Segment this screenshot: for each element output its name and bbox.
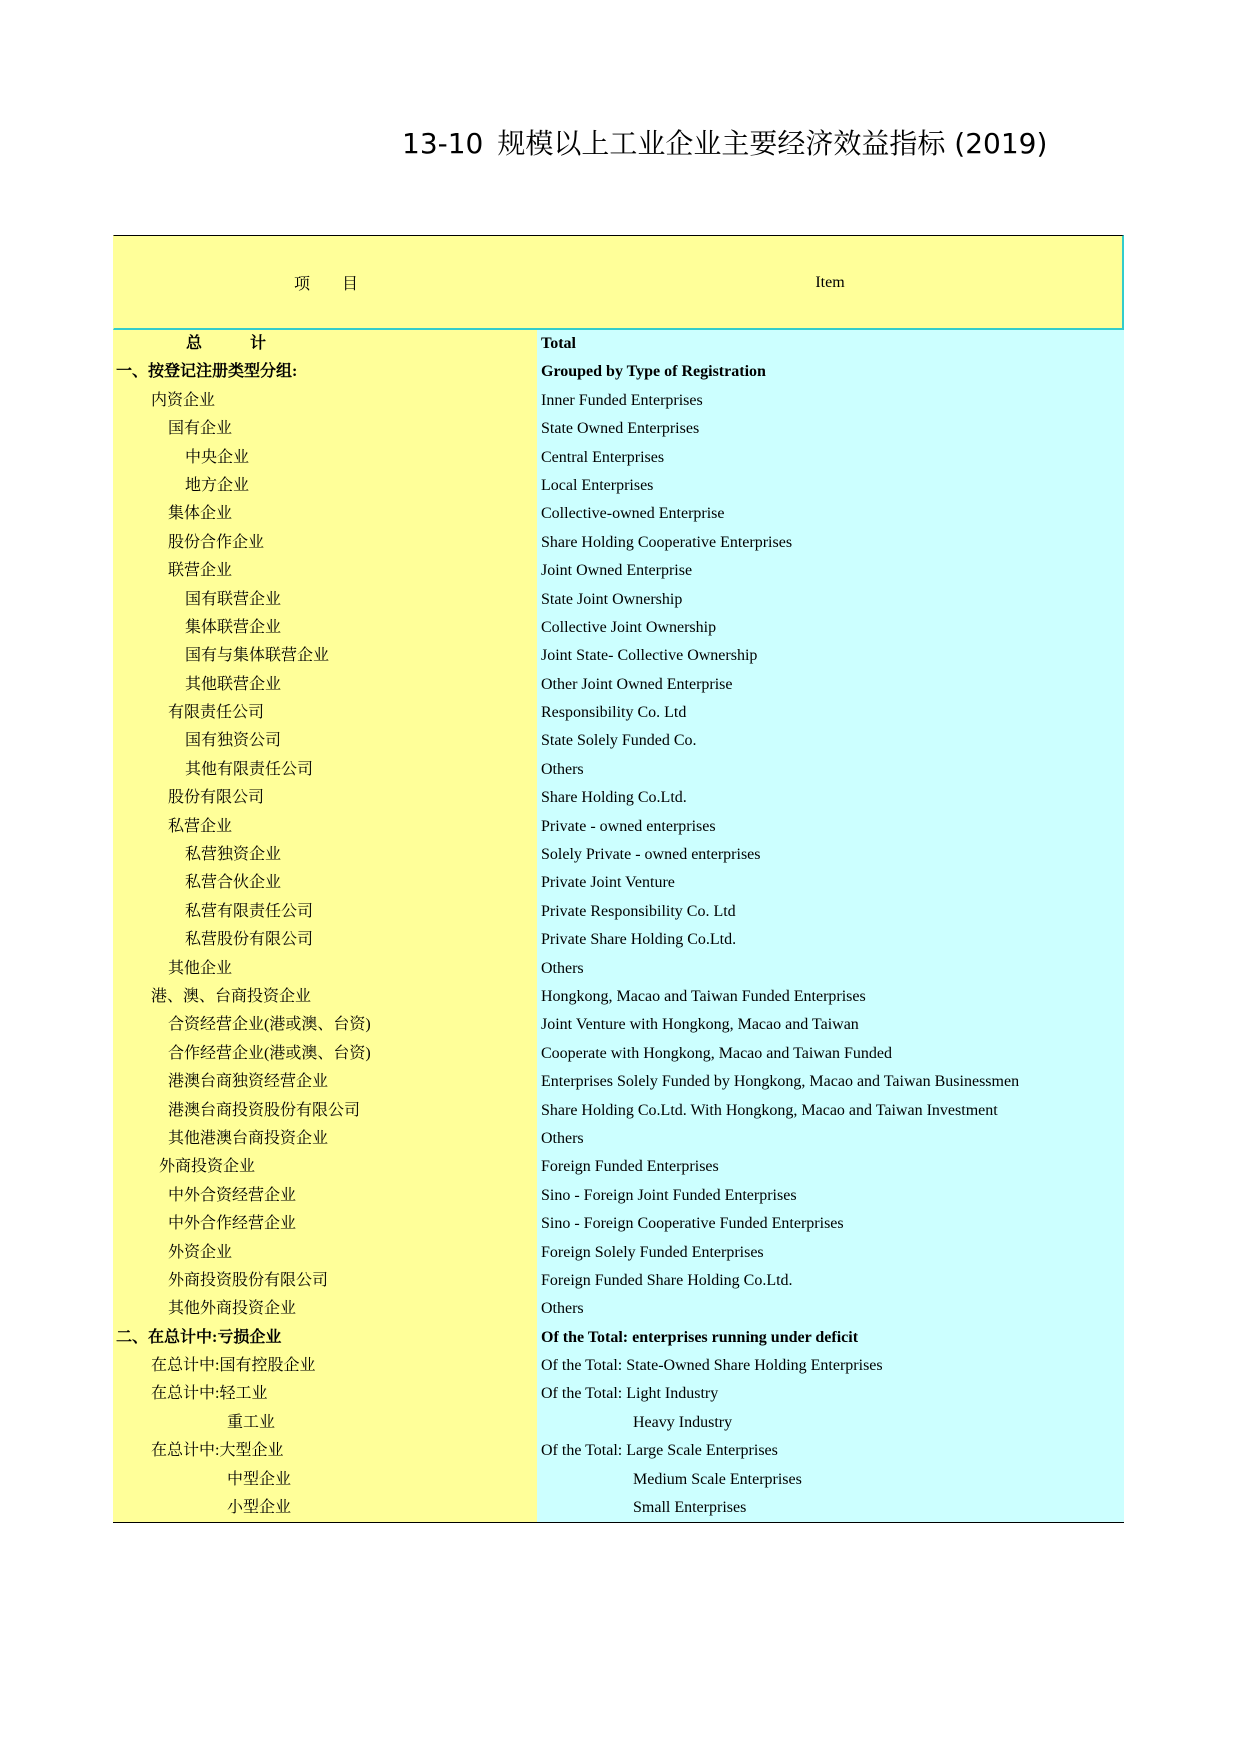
row-label-zh: 集体企业 xyxy=(113,500,537,528)
table-row xyxy=(113,1466,1124,1494)
table-title: 规模以上工业企业主要经济效益指标 (2019) xyxy=(497,127,1048,160)
row-label-en: Of the Total: State-Owned Share Holding Enterprises xyxy=(537,1352,1124,1380)
row-label-en: Share Holding Co.Ltd. With Hongkong, Macao and Taiwan Investment xyxy=(537,1097,1124,1125)
table-row xyxy=(113,983,1124,1011)
page-title xyxy=(402,122,1047,162)
row-label-en: Of the Total: Large Scale Enterprises xyxy=(537,1437,1124,1465)
table-row xyxy=(113,472,1124,500)
table-row xyxy=(113,1409,1124,1437)
row-label-en: Central Enterprises xyxy=(537,444,1124,472)
row-label-zh: 合资经营企业(港或澳、台资) xyxy=(113,1011,537,1039)
row-label-en: Small Enterprises xyxy=(537,1494,1124,1522)
row-label-en: Other Joint Owned Enterprise xyxy=(537,671,1124,699)
table-row xyxy=(113,671,1124,699)
row-label-en: Others xyxy=(537,1295,1124,1323)
row-label-en: Total xyxy=(537,330,1124,358)
row-label-zh: 其他企业 xyxy=(113,955,537,983)
row-label-zh: 私营合伙企业 xyxy=(113,869,537,897)
row-label-en: Share Holding Co.Ltd. xyxy=(537,784,1124,812)
row-label-zh: 其他联营企业 xyxy=(113,671,537,699)
table-row xyxy=(113,642,1124,670)
row-label-en: Collective Joint Ownership xyxy=(537,614,1124,642)
row-label-zh: 港澳台商投资股份有限公司 xyxy=(113,1097,537,1125)
row-label-zh: 合作经营企业(港或澳、台资) xyxy=(113,1040,537,1068)
row-label-en: Of the Total: Light Industry xyxy=(537,1380,1124,1408)
table-row xyxy=(113,1068,1124,1096)
row-label-en: Inner Funded Enterprises xyxy=(537,387,1124,415)
row-label-zh: 国有与集体联营企业 xyxy=(113,642,537,670)
table-row xyxy=(113,1125,1124,1153)
table-row xyxy=(113,727,1124,755)
row-label-en: Joint Owned Enterprise xyxy=(537,557,1124,585)
table-row xyxy=(113,529,1124,557)
table-row xyxy=(113,1494,1124,1522)
row-label-en: Others xyxy=(537,955,1124,983)
row-label-en: Of the Total: enterprises running under deficit xyxy=(537,1324,1124,1352)
row-label-en: Enterprises Solely Funded by Hongkong, Macao and Taiwan Businessmen xyxy=(537,1068,1124,1096)
row-label-en: Sino - Foreign Cooperative Funded Enterprises xyxy=(537,1210,1124,1238)
table-row xyxy=(113,869,1124,897)
row-label-zh: 外资企业 xyxy=(113,1239,537,1267)
row-label-zh: 外商投资企业 xyxy=(113,1153,537,1181)
table-row xyxy=(113,756,1124,784)
row-label-zh: 其他外商投资企业 xyxy=(113,1295,537,1323)
row-label-en: Collective-owned Enterprise xyxy=(537,500,1124,528)
row-label-en: Sino - Foreign Joint Funded Enterprises xyxy=(537,1182,1124,1210)
row-label-zh: 私营企业 xyxy=(113,813,537,841)
table-body xyxy=(113,330,1124,1523)
row-label-en: Foreign Funded Share Holding Co.Ltd. xyxy=(537,1267,1124,1295)
row-label-zh: 中外合作经营企业 xyxy=(113,1210,537,1238)
row-label-zh: 中外合资经营企业 xyxy=(113,1182,537,1210)
row-label-zh: 中央企业 xyxy=(113,444,537,472)
row-label-zh: 在总计中:轻工业 xyxy=(113,1380,537,1408)
table-row xyxy=(113,813,1124,841)
row-label-en: Responsibility Co. Ltd xyxy=(537,699,1124,727)
table-row xyxy=(113,1011,1124,1039)
table-row xyxy=(113,1239,1124,1267)
table-row xyxy=(113,557,1124,585)
row-label-zh: 港澳台商独资经营企业 xyxy=(113,1068,537,1096)
row-label-en: Private - owned enterprises xyxy=(537,813,1124,841)
table-row xyxy=(113,699,1124,727)
row-label-zh: 联营企业 xyxy=(113,557,537,585)
row-label-en: State Owned Enterprises xyxy=(537,415,1124,443)
table-row xyxy=(113,1380,1124,1408)
row-label-zh: 在总计中:国有控股企业 xyxy=(113,1352,537,1380)
table-row xyxy=(113,1437,1124,1465)
row-label-en: Others xyxy=(537,756,1124,784)
row-label-en: Grouped by Type of Registration xyxy=(537,358,1124,386)
row-label-en: Joint State- Collective Ownership xyxy=(537,642,1124,670)
table-row xyxy=(113,784,1124,812)
row-label-zh: 国有企业 xyxy=(113,415,537,443)
row-label-zh: 私营股份有限公司 xyxy=(113,926,537,954)
row-label-zh: 二、在总计中:亏损企业 xyxy=(113,1324,537,1352)
table-row xyxy=(113,926,1124,954)
table-row xyxy=(113,444,1124,472)
row-label-en: Heavy Industry xyxy=(537,1409,1124,1437)
table-row xyxy=(113,358,1124,386)
row-label-zh: 一、按登记注册类型分组: xyxy=(113,358,537,386)
row-label-zh: 在总计中:大型企业 xyxy=(113,1437,537,1465)
row-label-en: Joint Venture with Hongkong, Macao and Taiwan xyxy=(537,1011,1124,1039)
row-label-zh: 集体联营企业 xyxy=(113,614,537,642)
row-label-zh: 国有独资公司 xyxy=(113,727,537,755)
row-label-en: Hongkong, Macao and Taiwan Funded Enterprises xyxy=(537,983,1124,1011)
table-row xyxy=(113,955,1124,983)
table-number: 13-10 xyxy=(402,127,484,160)
table-row xyxy=(113,1324,1124,1352)
header-item-zh: 项 目 xyxy=(293,276,358,293)
row-label-en: Others xyxy=(537,1125,1124,1153)
row-label-en: Medium Scale Enterprises xyxy=(537,1466,1124,1494)
table-header xyxy=(113,235,1124,330)
table-row xyxy=(113,1295,1124,1323)
table-row xyxy=(113,1352,1124,1380)
row-label-en: Private Joint Venture xyxy=(537,869,1124,897)
row-label-zh: 小型企业 xyxy=(113,1494,537,1522)
row-label-zh: 有限责任公司 xyxy=(113,699,537,727)
table-row xyxy=(113,500,1124,528)
row-label-en: Solely Private - owned enterprises xyxy=(537,841,1124,869)
row-label-zh: 中型企业 xyxy=(113,1466,537,1494)
row-label-en: Foreign Funded Enterprises xyxy=(537,1153,1124,1181)
table-row xyxy=(113,1210,1124,1238)
table-row xyxy=(113,1097,1124,1125)
row-label-zh: 私营有限责任公司 xyxy=(113,898,537,926)
row-label-en: Private Responsibility Co. Ltd xyxy=(537,898,1124,926)
row-label-zh: 重工业 xyxy=(113,1409,537,1437)
table-row xyxy=(113,898,1124,926)
row-label-zh: 股份有限公司 xyxy=(113,784,537,812)
row-label-en: State Solely Funded Co. xyxy=(537,727,1124,755)
row-label-zh: 私营独资企业 xyxy=(113,841,537,869)
row-label-zh: 其他港澳台商投资企业 xyxy=(113,1125,537,1153)
table-row xyxy=(113,586,1124,614)
table-row xyxy=(113,1040,1124,1068)
table-row xyxy=(113,1153,1124,1181)
table-row xyxy=(113,330,1124,358)
table-row xyxy=(113,841,1124,869)
row-label-zh: 总 计 xyxy=(113,330,537,358)
row-label-zh: 港、澳、台商投资企业 xyxy=(113,983,537,1011)
table-row xyxy=(113,614,1124,642)
row-label-zh: 国有联营企业 xyxy=(113,586,537,614)
row-label-zh: 股份合作企业 xyxy=(113,529,537,557)
row-label-en: Local Enterprises xyxy=(537,472,1124,500)
table-row xyxy=(113,1182,1124,1210)
row-label-zh: 地方企业 xyxy=(113,472,537,500)
row-label-zh: 内资企业 xyxy=(113,387,537,415)
table-row xyxy=(113,387,1124,415)
indicator-table xyxy=(113,235,1124,1523)
row-label-zh: 其他有限责任公司 xyxy=(113,756,537,784)
header-item-en: Item xyxy=(815,273,845,291)
row-label-zh: 外商投资股份有限公司 xyxy=(113,1267,537,1295)
row-label-en: Private Share Holding Co.Ltd. xyxy=(537,926,1124,954)
table-row xyxy=(113,415,1124,443)
row-label-en: Foreign Solely Funded Enterprises xyxy=(537,1239,1124,1267)
row-label-en: State Joint Ownership xyxy=(537,586,1124,614)
table-row xyxy=(113,1267,1124,1295)
row-label-en: Share Holding Cooperative Enterprises xyxy=(537,529,1124,557)
row-label-en: Cooperate with Hongkong, Macao and Taiwan Funded xyxy=(537,1040,1124,1068)
